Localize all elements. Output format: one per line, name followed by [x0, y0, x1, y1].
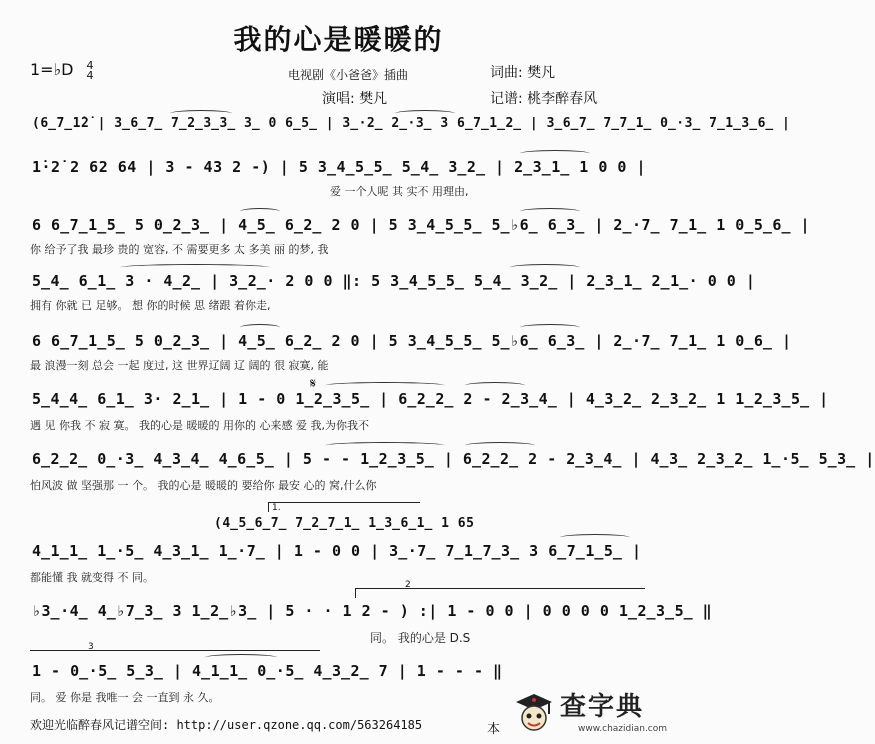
score-row-4: 5̲4̲ 6̲1̲ 3 · 4̲2̲ | 3̲2̲· 2 0 0 ‖: 5 3̲4̲5̲5̲ 5̲4̲ 3̲2̲ | 2̲3̲1̲ 2̲1̲· 0 0 |: [32, 272, 756, 290]
intro-line: (4̲5̲6̲7̲ 7̲2̲7̲1̲ 1̲3̲6̲1̲ 1 65: [214, 516, 475, 531]
lyrics-row-8: 都能懂 我 就变得 不 同。: [30, 571, 154, 584]
time-signature-bottom: 4: [86, 68, 94, 82]
score-row-2: 1̇·2̇ 2 62 64 | 3 - 43 2 -) | 5 3̲4̲5̲5̲ 5̲4̲ 3̲2̲ | 2̲3̲1̲ 1 0 0 |: [32, 158, 646, 176]
transcriber: 记谱: 桃李醉春风: [490, 91, 598, 107]
score-row-9: ♭3̲·4̲ 4̲♭7̲3̲ 3 1̲2̲♭3̲ | 5 · · 1 2 - ) :| 1 - 0 0 | 0 0 0 0 1̲2̲3̲5̲ ‖: [32, 602, 713, 620]
volta-2-number: 2: [405, 580, 411, 590]
page-mark: 本: [487, 722, 501, 737]
lyrics-row-9: 同。 我的心是 D.S: [370, 631, 471, 645]
key-label: 1=♭D: [30, 60, 74, 79]
score-row-8: 4̲1̲1̲ 1̲·5̲ 4̲3̲1̲ 1̲·7̲ | 1 - 0 0 | 3̲·7̲ 7̲1̲7̲3̲ 3 6̲7̲1̲5̲ |: [32, 542, 642, 560]
lyrics-row-3: 你 给予了我 最珍 贵的 宽容, 不 需要更多 太 多美 丽 的梦, 我: [30, 243, 329, 256]
volta-1-number: 1.: [272, 503, 281, 513]
logo-name: 查字典: [560, 692, 645, 722]
score-row-10: 1 - 0̲·5̲ 5̲3̲ | 4̲1̲1̲ 0̲·5̲ 4̲3̲2̲ 7 | 1 - - - ‖: [32, 662, 503, 680]
graduate-face-icon: [512, 690, 556, 734]
time-signature-top: 4: [86, 58, 94, 72]
lyrics-row-6: 遇 见 你我 不 寂 寞。 我的心是 暖暖的 用你的 心来感 爱 我,为你我不: [30, 419, 369, 432]
logo-url: www.chazidian.com: [578, 724, 668, 734]
lyrics-row-10: 同。 爱 你是 我唯一 会 一直到 永 久。: [30, 691, 220, 704]
lyrics-row-5: 最 浪漫一刻 总会 一起 度过, 这 世界辽阔 辽 阔的 很 寂寞, 能: [30, 359, 329, 372]
segno-icon: 𝄋: [310, 376, 317, 392]
score-row-7: 6̲2̲2̲ 0̲·3̲ 4̲3̲4̲ 4̲6̲5̲ | 5 - - 1̲2̲3̲5̲ | 6̲2̲2̲ 2 - 2̲3̲4̲ | 4̲3̲ 2̲3̲2̲ 1̲·5̲ 5̲3̲ |: [32, 450, 875, 468]
score-row-1: (6̲7̲1̇2̇ | 3̲6̲7̲ 7̲2̲3̲3̲ 3̲ 0 6̲5̲ | 3̲·2̲ 2̲·3̲ 3 6̲7̲1̲2̲ | 3̲6̲7̲ 7̲7̲1̲ 0̲·3̲ 7̲1̲3̲6̲ |: [32, 116, 791, 131]
lyrics-row-7: 怕风波 做 坚强那 一 个。 我的心是 暖暖的 要给你 最安 心的 窝,什么你: [30, 479, 377, 492]
lyricist: 词曲: 樊凡: [490, 65, 556, 81]
volta-3-bracket: [30, 650, 320, 651]
volta-3-number: 3: [88, 642, 94, 652]
key-signature: [30, 60, 94, 81]
singer: 演唱: 樊凡: [322, 91, 388, 107]
time-signature: [86, 58, 94, 82]
volta-2-left: [355, 588, 356, 598]
volta-1-left: [268, 502, 269, 512]
footer-text: 欢迎光临醉春风记谱空间: http://user.qzone.qq.com/563264185: [30, 718, 423, 732]
volta-1-bracket: [268, 502, 420, 503]
score-row-5: 6 6̲7̲1̲5̲ 5 0̲2̲3̲ | 4̲5̲ 6̲2̲ 2 0 | 5 3̲4̲5̲5̲ 5̲♭6̲ 6̲3̲ | 2̲·7̲ 7̲1̲ 1 0̲6̲ |: [32, 332, 792, 350]
lyrics-row-4: 拥有 你就 已 足够。 想 你的时候 思 绪跟 着你走,: [30, 299, 271, 312]
lyrics-row-2: 爱 一个人呢 其 实不 用理由,: [330, 185, 469, 198]
score-row-6: 5̲4̲4̲ 6̲1̲ 3· 2̲1̲ | 1 - 0 1̲2̲3̲5̲ | 6̲2̲2̲ 2 - 2̲3̲4̲ | 4̲3̲2̲ 2̲3̲2̲ 1 1̲2̲3̲5̲ |: [32, 390, 829, 408]
subtitle: 电视剧《小爸爸》插曲: [288, 68, 409, 82]
site-logo[interactable]: [508, 684, 666, 740]
song-title: 我的心是暖暖的: [233, 23, 444, 56]
score-row-3: 6 6̲7̲1̲5̲ 5 0̲2̲3̲ | 4̲5̲ 6̲2̲ 2 0 | 5 3̲4̲5̲5̲ 5̲♭6̲ 6̲3̲ | 2̲·7̲ 7̲1̲ 1 0̲5̲6̲ |: [32, 216, 811, 234]
volta-2-bracket: [355, 588, 645, 589]
